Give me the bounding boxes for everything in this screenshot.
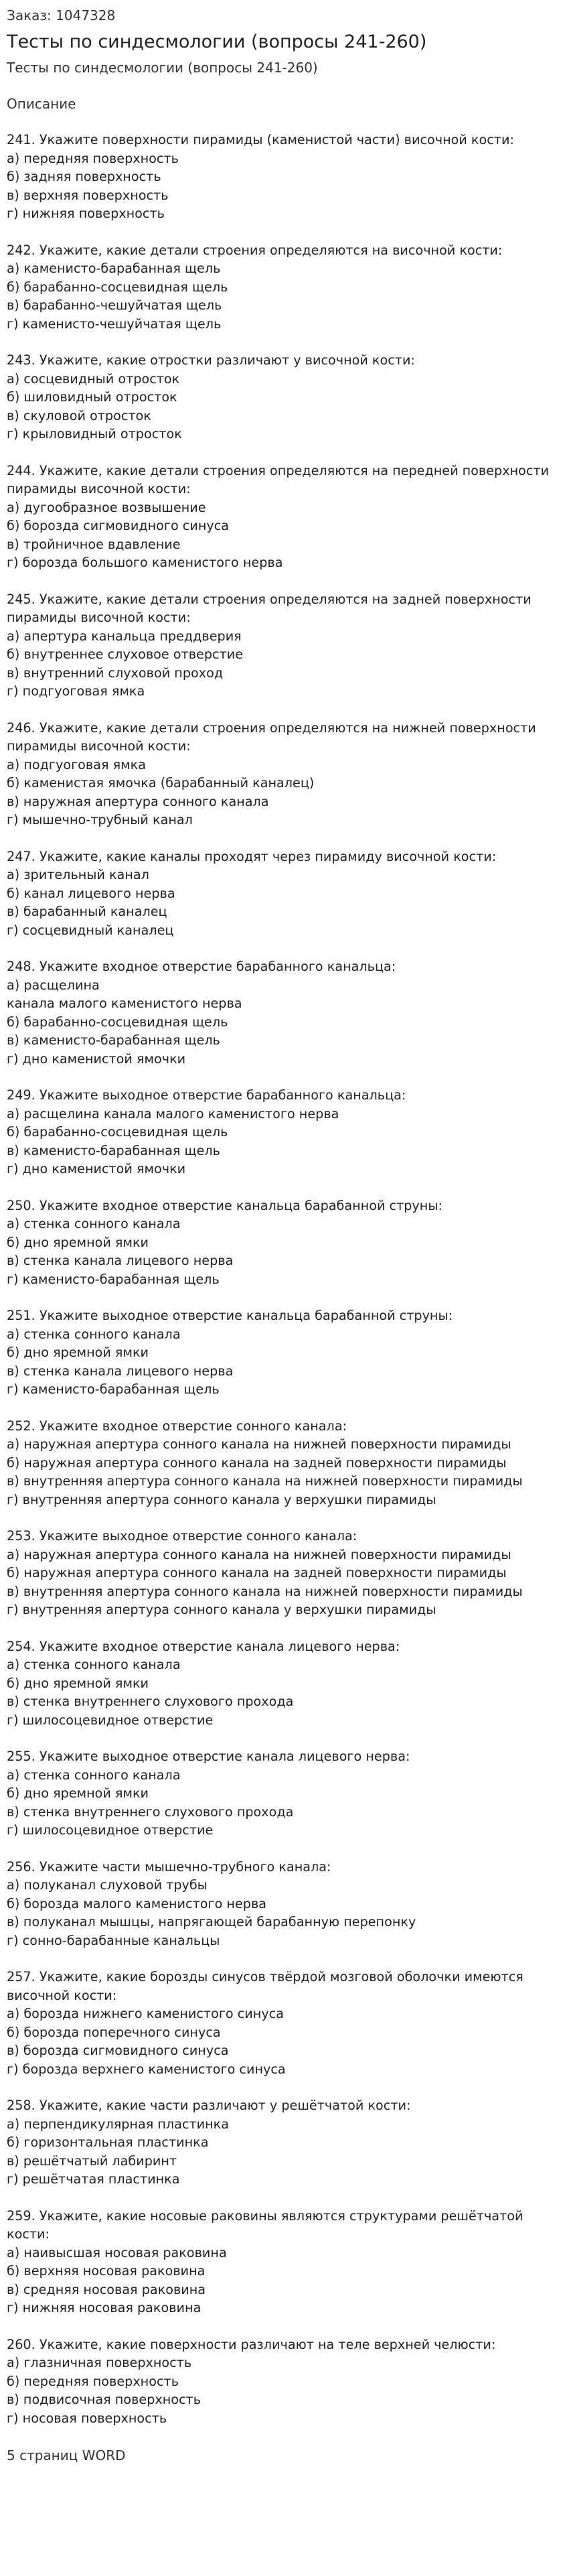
answer-option: а) стенка сонного канала [7, 1216, 181, 1231]
page-title: Тесты по синдесмологии (вопросы 241-260) [7, 31, 427, 52]
answer-option: а) стенка сонного канала [7, 1767, 181, 1783]
answer-option: б) борозда малого каменистого нерва [7, 1895, 267, 1911]
question-text: 244. Укажите, какие детали строения определяются на передней поверхности пирамиды височной кости: [7, 462, 550, 496]
answer-option: б) барабанно-сосцевидная щель [7, 1124, 228, 1140]
question-text: 241. Укажите поверхности пирамиды (каменистой части) височной кости: [7, 132, 514, 147]
question-block [7, 462, 560, 572]
question-block [7, 1747, 560, 1840]
answer-option: г) дно каменистой ямочки [7, 1161, 186, 1176]
answer-option: г) дно каменистой ямочки [7, 1050, 186, 1067]
question-block [7, 848, 560, 940]
question-block [7, 719, 560, 829]
question-text: 243. Укажите, какие отростки различают у височной кости: [7, 352, 415, 368]
answer-option: а) передняя поверхность [7, 150, 179, 166]
answer-option: г) внутренняя апертура сонного канала у верхушки пирамиды [7, 1491, 436, 1507]
description-heading: Описание [7, 96, 76, 112]
question-text: 249. Укажите выходное отверстие барабанного канальца: [7, 1087, 406, 1103]
answer-option: г) шилосоцевидное отверстие [7, 1822, 214, 1838]
answer-option: а) наружная апертура сонного канала на нижней поверхности пирамиды [7, 1546, 511, 1562]
answer-option: б) верхняя носовая раковина [7, 2263, 206, 2279]
question-text: 245. Укажите, какие детали строения определяются на задней поверхности пирамиды височной кости: [7, 591, 532, 625]
answer-option: б) передняя поверхность [7, 2373, 179, 2389]
answer-option: в) наружная апертура сонного канала [7, 793, 269, 809]
order-number: Заказ: 1047328 [7, 7, 116, 23]
answer-option: а) борозда нижнего каменистого синуса [7, 2006, 284, 2021]
answer-option: в) решётчатый лабиринт [7, 2153, 177, 2169]
question-text: 248. Укажите входное отверстие барабанного канальца: [7, 959, 396, 974]
answer-option: в) барабанный каналец [7, 904, 167, 919]
answer-option: г) решётчатая пластинка [7, 2171, 180, 2187]
question-text: 252. Укажите входное отверстие сонного канала: [7, 1418, 347, 1434]
answer-option: а) наивысшая носовая раковина [7, 2244, 227, 2260]
answer-option: б) канал лицевого нерва [7, 885, 175, 901]
question-block [7, 2096, 560, 2189]
question-text: 247. Укажите, какие каналы проходят через пирамиду височной кости: [7, 848, 497, 864]
page-count-footer: 5 страниц WORD [7, 2447, 126, 2463]
answer-option: г) подгуоговая ямка [7, 683, 145, 699]
answer-option: б) борозда сигмовидного синуса [7, 518, 230, 533]
question-text: 259. Укажите, какие носовые раковины являются структурами решётчатой кости: [7, 2208, 523, 2242]
question-block [7, 351, 560, 444]
question-text: 253. Укажите выходное отверстие сонного канала: [7, 1528, 357, 1544]
answer-option: в) внутренняя апертура сонного канала на нижней поверхности пирамиды [7, 1583, 523, 1599]
answer-option: в) внутренняя апертура сонного канала на нижней поверхности пирамиды [7, 1473, 523, 1489]
answer-option: в) тройничное вдавление [7, 536, 181, 552]
answer-option: в) каменисто-барабанная щель [7, 1032, 220, 1048]
answer-option: а) подгуоговая ямка [7, 756, 146, 772]
answer-option: в) стенка канала лицевого нерва [7, 1253, 234, 1268]
answer-option: г) сосцевидный каналец [7, 922, 174, 938]
answer-option: а) апертура канальца преддверия [7, 628, 242, 644]
answer-option: б) задняя поверхность [7, 169, 161, 184]
question-block [7, 1527, 560, 1619]
question-text: 246. Укажите, какие детали строения определяются на нижней поверхности пирамиды височной кости: [7, 720, 536, 754]
question-block [7, 1306, 560, 1399]
answer-option: б) борозда поперечного синуса [7, 2024, 221, 2040]
answer-option: г) мышечно-трубный канал [7, 812, 193, 827]
answer-option: б) каменистая ямочка (барабанный канал​ец) [7, 775, 315, 791]
answer-option: г) нижняя поверхность [7, 206, 165, 221]
answer-option: в) средняя носовая раковина [7, 2281, 206, 2297]
answer-option: а) стенка сонного канала [7, 1326, 181, 1342]
question-text: 256. Укажите части мышечно-трубного канала: [7, 1858, 331, 1875]
answer-option: г) каменисто-чешуйчатая щель [7, 316, 222, 332]
question-text: 260. Укажите, какие поверхности различают на теле верхней челюсти: [7, 2336, 496, 2352]
answer-option: г) каменисто-барабанная щель [7, 1381, 220, 1397]
answer-option: а) полуканал слуховой трубы [7, 1877, 208, 1893]
question-text: 254. Укажите входное отверстие канала лицевого нерва: [7, 1638, 400, 1654]
answer-option: г) нижняя носовая раковина [7, 2300, 201, 2315]
answer-option: б) дно яремной ямки [7, 1345, 149, 1360]
answer-option: в) борозда сигмовидного синуса [7, 2043, 229, 2058]
answer-option: канала малого каменистого нерва [7, 996, 242, 1011]
answer-option: а) каменисто-барабанная щель [7, 261, 221, 276]
answer-option: г) борозда большого каменистого нерва [7, 555, 283, 570]
question-block [7, 131, 560, 223]
answer-option: а) наружная апертура сонного канала на нижней поверхности пирамиды [7, 1436, 511, 1452]
answer-option: а) перпендикулярная пластинка [7, 2116, 230, 2132]
answer-option: в) верхняя поверхность [7, 187, 169, 203]
question-block [7, 241, 560, 334]
answer-option: а) расщелина канала малого каменистого нерва [7, 1105, 339, 1122]
question-text: 257. Укажите, какие борозды синусов твёрдой мозговой оболочки имеются височной кости: [7, 1969, 523, 2003]
answer-option: в) внутренний слуховой проход [7, 665, 224, 681]
answer-option: в) стенка внутреннего слухового прохода [7, 1694, 294, 1709]
answer-option: б) дно яремной ямки [7, 1675, 149, 1691]
question-block [7, 590, 560, 701]
answer-option: г) каменисто-барабанная щель [7, 1271, 220, 1287]
answer-option: в) каменисто-барабанная щель [7, 1142, 220, 1158]
answer-option: б) дно яремной ямки [7, 1785, 149, 1801]
answer-option: а) глазничная поверхность [7, 2355, 192, 2370]
answer-option: б) барабанно-сосцевидная щель [7, 1014, 228, 1030]
answer-option: в) стенка внутреннего слухового прохода [7, 1804, 294, 1820]
answer-option: а) дугообразное возвышение [7, 499, 206, 515]
question-text: 258. Укажите, какие части различают у решётчатой кости: [7, 2098, 411, 2113]
question-block [7, 1197, 560, 1289]
answer-option: а) сосцевидный отросток [7, 370, 180, 387]
questions-list [7, 131, 560, 2427]
answer-option: б) дно яремной ямки [7, 1234, 149, 1250]
answer-option: в) барабанно-чешуйчатая щель [7, 297, 222, 313]
question-block [7, 2207, 560, 2317]
question-block [7, 1086, 560, 1178]
answer-option: г) сонно-барабанные канальцы [7, 1932, 220, 1948]
answer-option: а) стенка сонного канала [7, 1657, 181, 1672]
answer-option: б) наружная апертура сонного канала на задней поверхности пирамиды [7, 1454, 507, 1471]
answer-option: в) подвисочная поверхность [7, 2392, 201, 2407]
answer-option: г) носовая поверхность [7, 2410, 167, 2426]
question-text: 250. Укажите входное отверстие канальца барабанной струны: [7, 1197, 442, 1213]
question-text: 251. Укажите выходное отверстие канальца барабанной струны: [7, 1308, 453, 1323]
answer-option: б) барабанно-сосцевидная щель [7, 279, 228, 295]
question-text: 242. Укажите, какие детали строения определяются на височной кости: [7, 242, 503, 258]
answer-option: а) зрительный канал [7, 867, 149, 882]
answer-option: г) борозда верхнего каменистого синуса [7, 2061, 286, 2077]
answer-option: в) полуканал мышцы, напрягающей барабанную перепонку [7, 1914, 416, 1929]
answer-option: г) шилосоцевидное отверстие [7, 1712, 214, 1728]
answer-option: б) шиловидный отросток [7, 389, 177, 405]
question-block [7, 957, 560, 1068]
answer-option: в) стенка канала лицевого нерва [7, 1363, 234, 1379]
answer-option: г) внутренняя апертура сонного канала у верхушки пирамиды [7, 1602, 436, 1617]
question-block [7, 1417, 560, 1509]
answer-option: б) горизонтальная пластинка [7, 2134, 209, 2150]
question-block [7, 1858, 560, 1950]
answer-option: в) скуловой отросток [7, 407, 151, 423]
question-text: 255. Укажите выходное отверстие канала лицевого нерва: [7, 1749, 410, 1764]
question-block [7, 1968, 560, 2078]
question-block [7, 1637, 560, 1730]
answer-option: б) внутреннее слуховое отверстие [7, 647, 244, 662]
answer-option: а) расщелина [7, 977, 100, 993]
answer-option: г) крыловидный отросток [7, 426, 182, 442]
question-block [7, 2335, 560, 2428]
page-subtitle: Тесты по синдесмологии (вопросы 241-260) [7, 60, 318, 76]
answer-option: б) наружная апертура сонного канала на задней поверхности пирамиды [7, 1565, 507, 1580]
